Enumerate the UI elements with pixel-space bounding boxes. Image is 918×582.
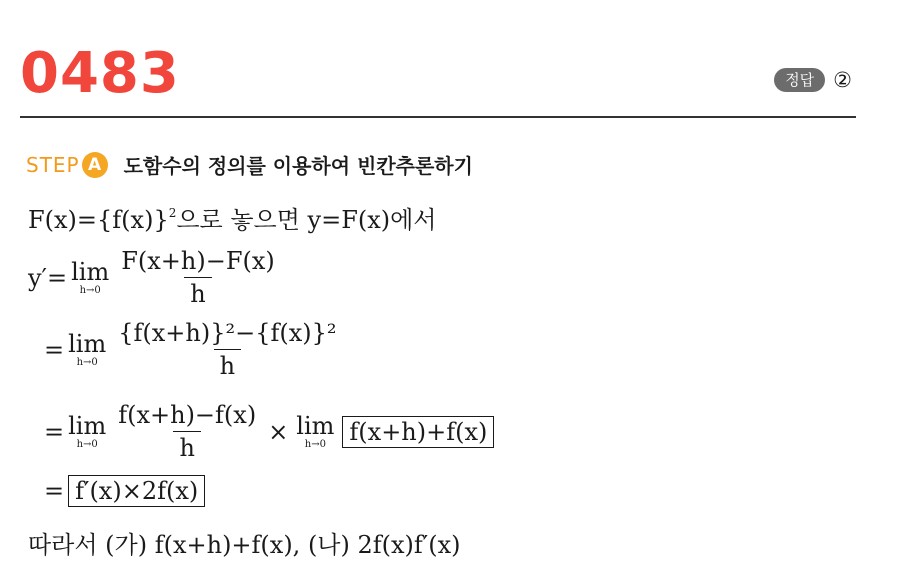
equals-sign: = bbox=[44, 335, 65, 364]
fraction bbox=[112, 319, 342, 380]
limit-operator bbox=[296, 413, 334, 451]
derivative-row-1 bbox=[28, 247, 283, 308]
derivative-row-3 bbox=[44, 401, 494, 462]
limit-operator bbox=[68, 331, 106, 369]
fraction-denominator: h bbox=[214, 349, 241, 380]
answer-box bbox=[774, 68, 852, 92]
step-badge: A bbox=[82, 152, 108, 178]
setup-text: 으로 놓으면 y=F(x)에서 bbox=[176, 206, 437, 234]
step-heading bbox=[26, 150, 473, 179]
fraction-numerator: {f(x+h)}²−{f(x)}² bbox=[118, 319, 337, 347]
setup-exponent: 2 bbox=[168, 206, 177, 220]
limit-operator bbox=[71, 259, 109, 297]
answer-value: ② bbox=[833, 68, 852, 92]
header-divider bbox=[20, 116, 856, 118]
setup-line bbox=[28, 200, 437, 235]
step-title: 도함수의 정의를 이용하여 빈칸추론하기 bbox=[123, 154, 473, 178]
derivative-lhs: y′= bbox=[28, 263, 68, 292]
conclusion-line: 따라서 (가) f(x+h)+f(x), (나) 2f(x)f′(x) bbox=[28, 531, 461, 559]
answer-badge: 정답 bbox=[774, 68, 825, 92]
derivative-row-4 bbox=[44, 475, 205, 507]
fraction-denominator: h bbox=[184, 277, 211, 308]
limit-subscript: h→0 bbox=[76, 438, 98, 450]
equals-sign: = bbox=[44, 417, 65, 446]
limit-word: lim bbox=[68, 329, 107, 358]
fraction bbox=[112, 401, 262, 462]
equals-sign: = bbox=[44, 477, 65, 505]
limit-word: lim bbox=[71, 257, 110, 286]
limit-subscript: h→0 bbox=[79, 284, 101, 296]
fraction-denominator: h bbox=[173, 431, 200, 462]
problem-number: 0483 bbox=[20, 41, 180, 106]
fraction-numerator: f(x+h)−f(x) bbox=[118, 401, 257, 429]
derivative-row-2 bbox=[44, 319, 345, 380]
limit-word: lim bbox=[68, 411, 107, 440]
limit-operator bbox=[68, 413, 106, 451]
fraction bbox=[115, 247, 281, 308]
setup-expression: F(x)={f(x)} bbox=[28, 206, 169, 234]
step-label: STEP bbox=[26, 152, 80, 177]
times-sign: × bbox=[268, 417, 289, 446]
fraction-numerator: F(x+h)−F(x) bbox=[121, 247, 275, 275]
limit-word: lim bbox=[296, 411, 335, 440]
blank-b-box: f′(x)×2f(x) bbox=[68, 475, 205, 507]
blank-a-box: f(x+h)+f(x) bbox=[342, 416, 494, 448]
limit-subscript: h→0 bbox=[76, 356, 98, 368]
limit-subscript: h→0 bbox=[304, 438, 326, 450]
